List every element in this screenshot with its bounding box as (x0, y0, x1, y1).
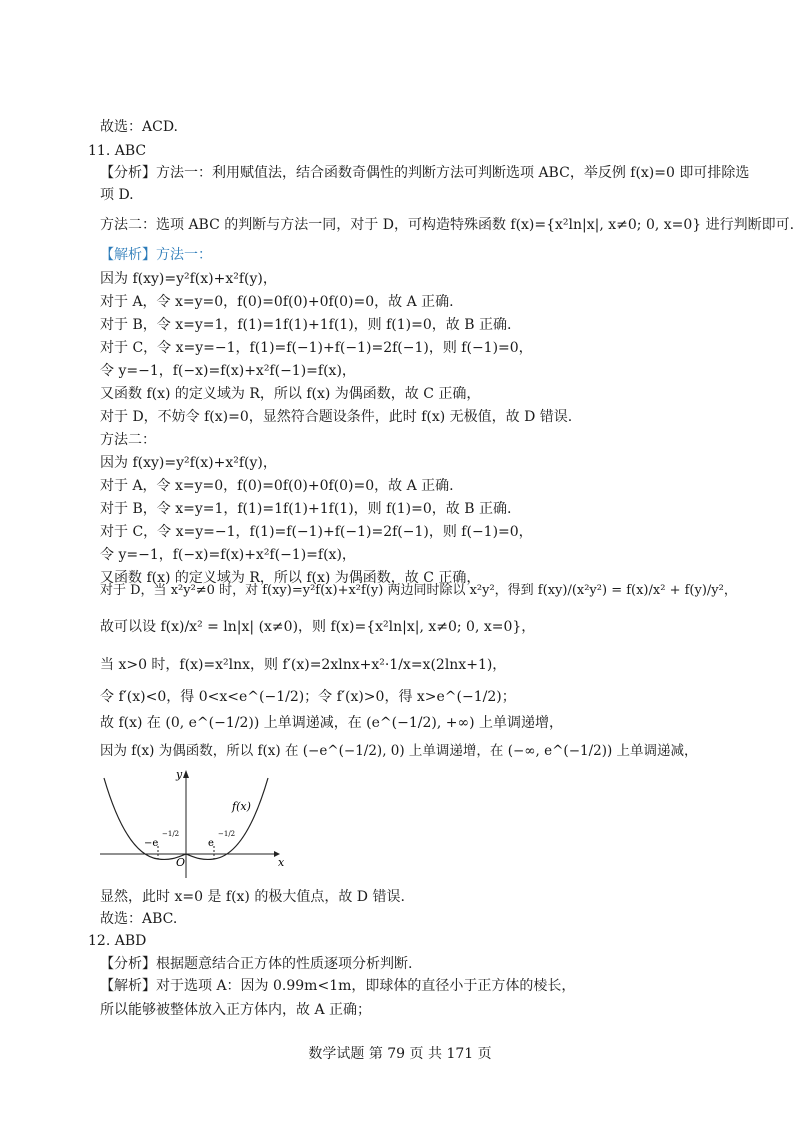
question-number: 12. ABD (88, 933, 147, 949)
solution-line: 【解析】对于选项 A：因为 0.99m<1m，即球体的直径小于正方体的棱长， (100, 978, 576, 994)
x-label: x (278, 856, 285, 869)
text-line: 对于 D，不妨令 f(x)=0，显然符合题设条件，此时 f(x) 无极值，故 D 错误. (100, 409, 573, 425)
text-line: 令 y=−1，f(−x)=f(x)+x²f(−1)=f(x)， (100, 363, 356, 379)
text-line: 令 y=−1，f(−x)=f(x)+x²f(−1)=f(x)， (100, 547, 356, 563)
page-footer: 数学试题 第 79 页 共 171 页 (308, 1046, 492, 1062)
text-line: 故选：ABC. (100, 911, 178, 927)
right-min-label: e (208, 838, 214, 849)
text-line: 项 D. (100, 187, 134, 203)
question-number: 11. ABC (88, 143, 147, 159)
text-line: 当 x>0 时，f(x)=x²lnx，则 f′(x)=2xlnx+x²·1/x=x(2lnx+1)， (100, 657, 507, 673)
text-line: 对于 A，令 x=y=0，f(0)=0f(0)+0f(0)=0，故 A 正确. (100, 478, 454, 494)
text-line: 方法二： (100, 432, 156, 448)
curve-label: f(x) (232, 800, 251, 813)
text-line: 对于 C，令 x=y=−1，f(1)=f(−1)+f(−1)=2f(−1)，则 f(−1)=0， (100, 340, 533, 356)
text-line: 对于 B，令 x=y=1，f(1)=1f(1)+1f(1)，则 f(1)=0，故 B 正确. (100, 317, 512, 333)
text-line: 故 f(x) 在 (0, e^(−1/2)) 上单调递减，在 (e^(−1/2), +∞) 上单调递增， (100, 715, 564, 731)
solution-heading: 【解析】方法一： (100, 247, 212, 263)
left-min-exponent: −1/2 (162, 830, 180, 838)
y-label: y (176, 768, 183, 781)
right-min-exponent: −1/2 (218, 830, 236, 838)
y-axis-arrow-icon (183, 770, 189, 778)
text-line: 因为 f(xy)=y²f(x)+x²f(y)， (100, 455, 277, 471)
text-line: 对于 A，令 x=y=0，f(0)=0f(0)+0f(0)=0，故 A 正确. (100, 294, 454, 310)
text-line: 对于 B，令 x=y=1，f(1)=1f(1)+1f(1)，则 f(1)=0，故 B 正确. (100, 501, 512, 517)
text-line: 因为 f(x) 为偶函数，所以 f(x) 在 (−e^(−1/2), 0) 上单调递增，在 (−∞, e^(−1/2)) 上单调递减， (100, 743, 698, 759)
text-line: 又函数 f(x) 的定义域为 R，所以 f(x) 为偶函数，故 C 正确， (100, 386, 481, 402)
text-line: 令 f′(x)<0，得 0<x<e^(−1/2)；令 f′(x)>0，得 x>e^(−1/2)； (100, 689, 516, 705)
function-graph (96, 766, 286, 882)
left-min-label: −e (144, 838, 159, 849)
text-line: 方法二：选项 ABC 的判断与方法一同，对于 D，可构造特殊函数 f(x)={x²ln|x|, x≠0; 0, x=0} 进行判断即可. (100, 217, 795, 233)
text-line: 显然，此时 x=0 是 f(x) 的极大值点，故 D 错误. (100, 889, 405, 905)
origin-label: O (176, 856, 186, 869)
text-line: 对于 D，当 x²y²≠0 时，对 f(xy)=y²f(x)+x²f(y) 两边同时除以 x²y²，得到 f(xy)/(x²y²) = f(x)/x² + f(y)/y²， (100, 583, 737, 598)
text-line: 故可以设 f(x)/x² = ln|x| (x≠0)，则 f(x)={x²ln|x|, x≠0; 0, x=0}， (100, 619, 536, 635)
analysis-line: 【分析】方法一：利用赋值法，结合函数奇偶性的判断方法可判断选项 ABC，举反例 f(x)=0 即可排除选 (100, 165, 750, 181)
text-line: 故选：ACD. (100, 119, 178, 135)
text-line: 又函数 f(x) 的定义域为 R，所以 f(x) 为偶函数，故 C 正确， (100, 570, 481, 586)
text-line: 所以能够被整体放入正方体内，故 A 正确； (100, 1002, 372, 1018)
text-line: 因为 f(xy)=y²f(x)+x²f(y)， (100, 271, 277, 287)
analysis-line: 【分析】根据题意结合正方体的性质逐项分析判断. (100, 956, 413, 972)
text-line: 对于 C，令 x=y=−1，f(1)=f(−1)+f(−1)=2f(−1)，则 f(−1)=0， (100, 524, 533, 540)
